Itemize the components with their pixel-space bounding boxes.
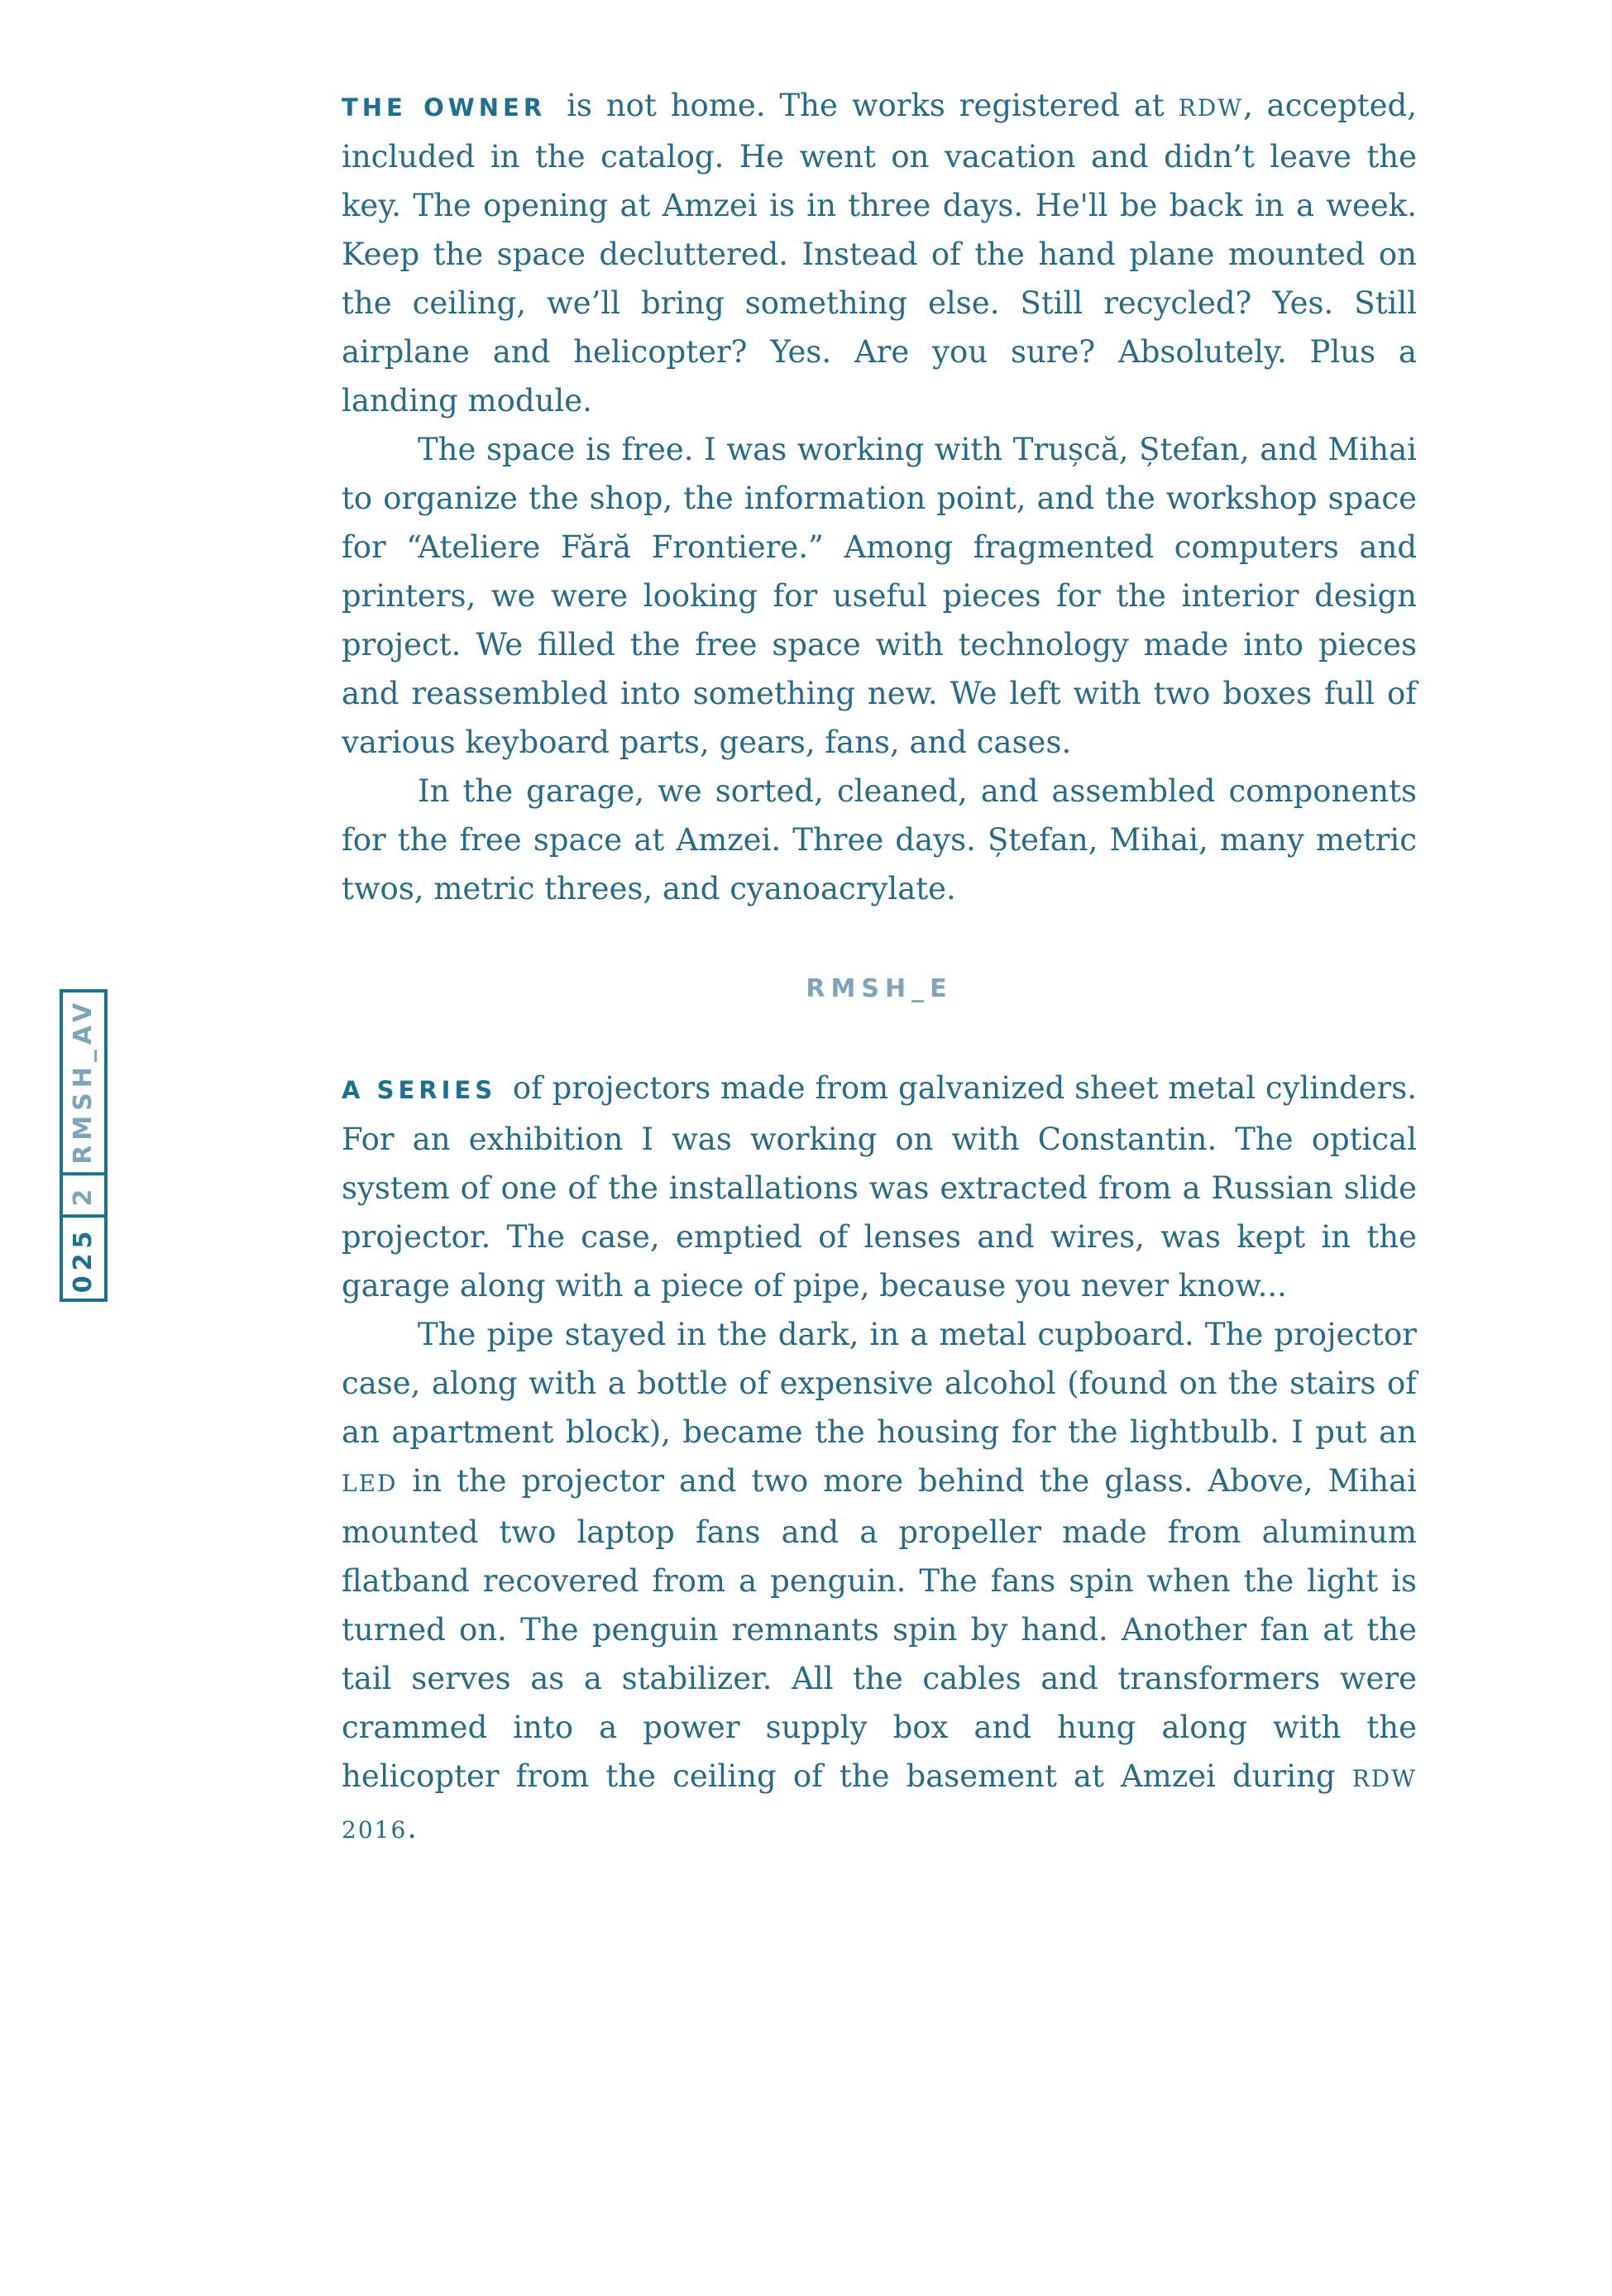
folio-chapter: 2 [69,1184,98,1207]
small-caps-text: LED [342,1470,398,1497]
paragraph-text: in the projector and two more behind the glass. Above, Mihai mounted two laptop fans and a propeller made from aluminum flatband recovered from a penguin. The fans spin when the light is turned on. The penguin remnants spin by hand. Another fan at the tail serves as a stabilizer. All the cables and transformers were crammed into a power supply box and hung along with the helicopter from the ceiling of the basement at Amzei during [342,1463,1418,1794]
paragraph [342,1064,1417,1310]
folio-page-number: 025 [69,1226,98,1294]
lead-in: A SERIES [342,1076,497,1104]
paragraph-text: , accepted, included in the catalog. He went on vacation and didn’t leave the key. The opening at Amzei is in three days. He'll be back in a week. Keep the space decluttered. Instead of the hand plane mounted on the ceiling, we’ll bring something else. Still recycled? Yes. Still airplane and helicopter? Yes. Are you sure? Absolutely. Plus a landing module. [342,88,1417,419]
paragraph: In the garage, we sorted, cleaned, and assembled components for the free space at Amzei. Three days. Ștefan, Mihai, many metric twos, metric threes, and cyanoacrylate. [342,773,1417,906]
small-caps-text: RDW [1178,94,1243,122]
text-column [342,81,1417,1854]
paragraph [342,1310,1417,1854]
paragraph-text: The pipe stayed in the dark, in a metal cupboard. The projector case, along with a bottle of expensive alcohol (found on the stairs of an apartment block), became the housing for the lightbulb. I put an [342,1317,1417,1450]
section-heading: RMSH_E [806,974,953,1003]
paragraph-text: of projectors made from galvanized sheet metal cylinders. For an exhibition I was working on with Constantin. The optical system of one of the installations was extracted from a Russian slide projector. The case, emptied of lenses and wires, was kept in the garage along with a piece of pipe, because you never know... [342,1070,1417,1303]
folio-running-title: RMSH_AV [69,997,98,1165]
folio-divider [63,1173,104,1176]
folio-box [60,989,108,1302]
folio-label [63,990,104,1302]
paragraph-text: . [407,1810,418,1845]
lead-in: THE OWNER [342,93,547,122]
paragraph [342,81,1417,425]
paragraph: The space is free. I was working with Trușcă, Ștefan, and Mihai to organize the shop, the information point, and the workshop space for “Ateliere Fără Frontiere.” Among fragmented computers and printers, we were looking for useful pieces for the interior design project. We filled the free space with technology made into pieces and reassembled into something new. We left with two boxes full of various keyboard parts, gears, fans, and cases. [342,432,1417,760]
small-caps-text: RDW 2016 [342,1765,1418,1844]
paragraph-text: is not home. The works registered at [567,88,1165,123]
folio-divider [63,1215,104,1218]
